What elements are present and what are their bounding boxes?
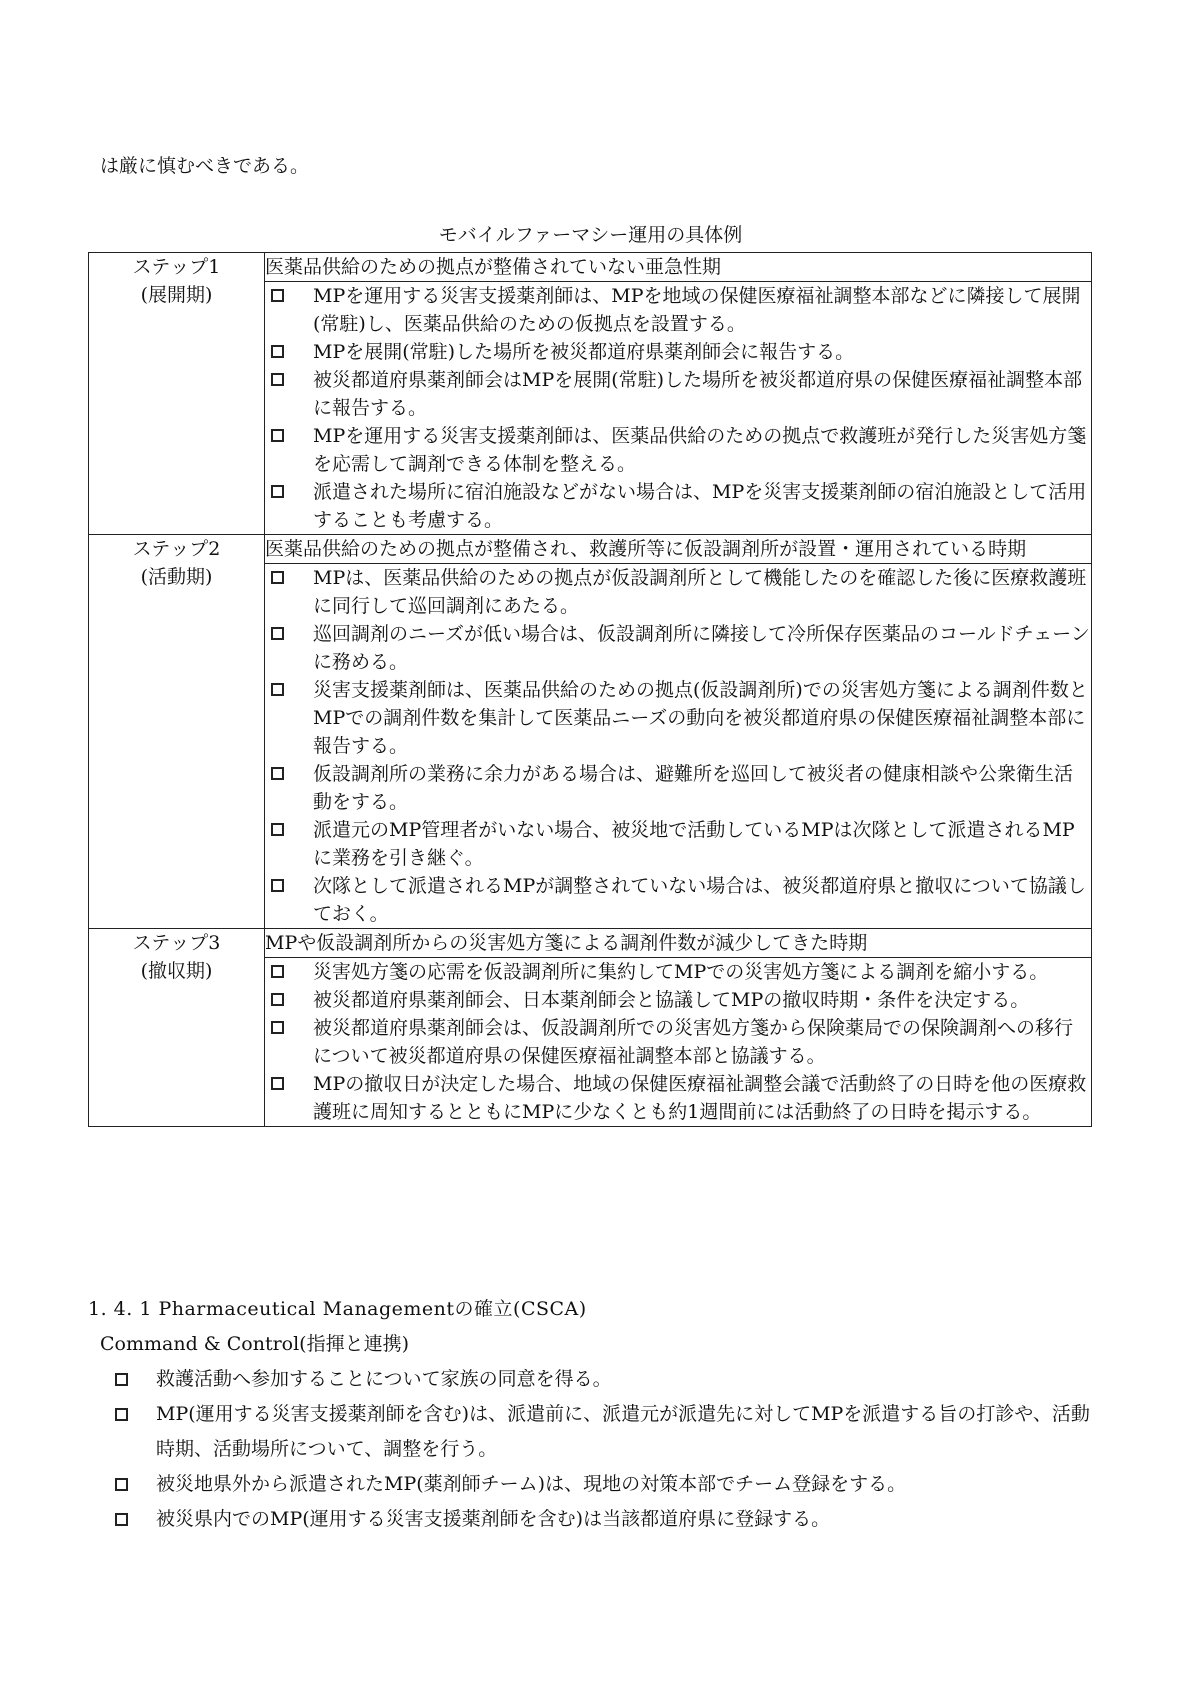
checklist-item <box>265 676 1091 760</box>
step-items <box>265 958 1092 1127</box>
checklist-item-text: 次隊として派遣されるMPが調整されていない場合は、被災都道府県と撤収について協議しておく。 <box>313 875 1086 925</box>
checkbox-icon <box>115 1478 128 1491</box>
checklist-item <box>265 958 1091 986</box>
checkbox-icon <box>115 1373 128 1386</box>
list-item-text: MP(運用する災害支援薬剤師を含む)は、派遣前に、派遣元が派遣先に対してMPを派遣する旨の打診や、活動時期、活動場所について、調整を行う。 <box>156 1403 1090 1460</box>
checklist-item <box>265 282 1091 338</box>
checklist-item <box>265 620 1091 676</box>
step-heading: 医薬品供給のための拠点が整備され、救護所等に仮設調剤所が設置・運用されている時期 <box>265 535 1092 564</box>
step-phase: (展開期) <box>140 284 213 306</box>
checklist-item-text: MPを展開(常駐)した場所を被災都道府県薬剤師会に報告する。 <box>313 341 855 363</box>
list-item <box>112 1467 1092 1502</box>
checkbox-icon <box>271 373 284 386</box>
checklist-item-text: MPを運用する災害支援薬剤師は、医薬品供給のための拠点で救護班が発行した災害処方箋を応需して調剤できる体制を整える。 <box>313 425 1087 475</box>
checklist-item <box>265 338 1091 366</box>
checklist-item-text: 仮設調剤所の業務に余力がある場合は、避難所を巡回して被災者の健康相談や公衆衛生活動をする。 <box>313 763 1074 813</box>
step-row <box>89 253 1092 282</box>
checkbox-icon <box>271 1021 284 1034</box>
checklist-item-text: 被災都道府県薬剤師会は、仮設調剤所での災害処方箋から保険薬局での保険調剤への移行について被災都道府県の保健医療福祉調整本部と協議する。 <box>313 1017 1074 1067</box>
checkbox-icon <box>271 571 284 584</box>
checklist-item <box>265 1070 1091 1126</box>
step-items <box>265 282 1092 535</box>
checklist-item <box>265 986 1091 1014</box>
checklist-item <box>265 760 1091 816</box>
checklist-item-text: 災害処方箋の応需を仮設調剤所に集約してMPでの災害処方箋による調剤を縮小する。 <box>313 961 1049 983</box>
checklist-item-text: MPの撤収日が決定した場合、地域の保健医療福祉調整会議で活動終了の日時を他の医療救護班に周知するとともにMPに少なくとも約1週間前には活動終了の日時を掲示する。 <box>313 1073 1087 1123</box>
bottom-list <box>112 1362 1092 1537</box>
checkbox-icon <box>271 823 284 836</box>
checkbox-icon <box>115 1513 128 1526</box>
list-item <box>112 1397 1092 1467</box>
checklist-item-text: 被災都道府県薬剤師会はMPを展開(常駐)した場所を被災都道府県の保健医療福祉調整本部に報告する。 <box>313 369 1083 419</box>
checklist-item <box>265 366 1091 422</box>
list-item-text: 救護活動へ参加することについて家族の同意を得る。 <box>156 1368 612 1390</box>
step-label-cell <box>89 929 265 1127</box>
step-row <box>89 535 1092 564</box>
checklist-item <box>265 478 1091 534</box>
list-item-text: 被災県内でのMP(運用する災害支援薬剤師を含む)は当該都道府県に登録する。 <box>156 1508 831 1530</box>
list-item <box>112 1362 1092 1397</box>
step-label-cell <box>89 253 265 535</box>
checkbox-icon <box>271 627 284 640</box>
checklist-item-text: 派遣された場所に宿泊施設などがない場合は、MPを災害支援薬剤師の宿泊施設として活用することも考慮する。 <box>313 481 1087 531</box>
checkbox-icon <box>271 683 284 696</box>
checkbox-icon <box>271 485 284 498</box>
checklist-item-text: MPは、医薬品供給のための拠点が仮設調剤所として機能したのを確認した後に医療救護班に同行して巡回調剤にあたる。 <box>313 567 1087 617</box>
checkbox-icon <box>271 879 284 892</box>
step-phase: (撤収期) <box>140 960 213 982</box>
checklist-item <box>265 872 1091 928</box>
step-label-cell <box>89 535 265 929</box>
checkbox-icon <box>271 289 284 302</box>
step-items <box>265 564 1092 929</box>
checkbox-icon <box>271 1077 284 1090</box>
checklist-item <box>265 1014 1091 1070</box>
checkbox-icon <box>271 965 284 978</box>
checkbox-icon <box>115 1408 128 1421</box>
step-label: ステップ2 <box>132 538 221 560</box>
sub-heading: Command & Control(指揮と連携) <box>100 1333 410 1355</box>
step-phase: (活動期) <box>140 566 213 588</box>
checklist-item <box>265 422 1091 478</box>
checkbox-icon <box>271 345 284 358</box>
step-label: ステップ3 <box>132 932 221 954</box>
checklist-item-text: 災害支援薬剤師は、医薬品供給のための拠点(仮設調剤所)での災害処方箋による調剤件数とMPでの調剤件数を集計して医薬品ニーズの動向を被災都道府県の保健医療福祉調整本部に報告する。 <box>313 679 1088 757</box>
step-label: ステップ1 <box>132 256 221 278</box>
checklist-item-text: 被災都道府県薬剤師会、日本薬剤師会と協議してMPの撤収時期・条件を決定する。 <box>313 989 1030 1011</box>
checklist-item-text: MPを運用する災害支援薬剤師は、MPを地域の保健医療福祉調整本部などに隣接して展開(常駐)し、医薬品供給のための仮拠点を設置する。 <box>313 285 1081 335</box>
list-item-text: 被災地県外から派遣されたMP(薬剤師チーム)は、現地の対策本部でチーム登録をする。 <box>156 1473 907 1495</box>
intro-text: は厳に慎むべきである。 <box>100 155 310 177</box>
checkbox-icon <box>271 429 284 442</box>
list-item <box>112 1502 1092 1537</box>
checkbox-icon <box>271 993 284 1006</box>
steps-table <box>88 252 1092 1127</box>
step-heading: MPや仮設調剤所からの災害処方箋による調剤件数が減少してきた時期 <box>265 929 1092 958</box>
checklist-item <box>265 564 1091 620</box>
step-heading: 医薬品供給のための拠点が整備されていない亜急性期 <box>265 253 1092 282</box>
checklist-item-text: 派遣元のMP管理者がいない場合、被災地で活動しているMPは次隊として派遣されるMPに業務を引き継ぐ。 <box>313 819 1075 869</box>
step-row <box>89 929 1092 958</box>
checklist-item-text: 巡回調剤のニーズが低い場合は、仮設調剤所に隣接して冷所保存医薬品のコールドチェーンに務める。 <box>313 623 1090 673</box>
checkbox-icon <box>271 767 284 780</box>
table-title: モバイルファーマシー運用の具体例 <box>438 224 743 246</box>
checklist-item <box>265 816 1091 872</box>
section-heading: 1. 4. 1 Pharmaceutical Managementの確立(CSCA) <box>88 1298 587 1320</box>
